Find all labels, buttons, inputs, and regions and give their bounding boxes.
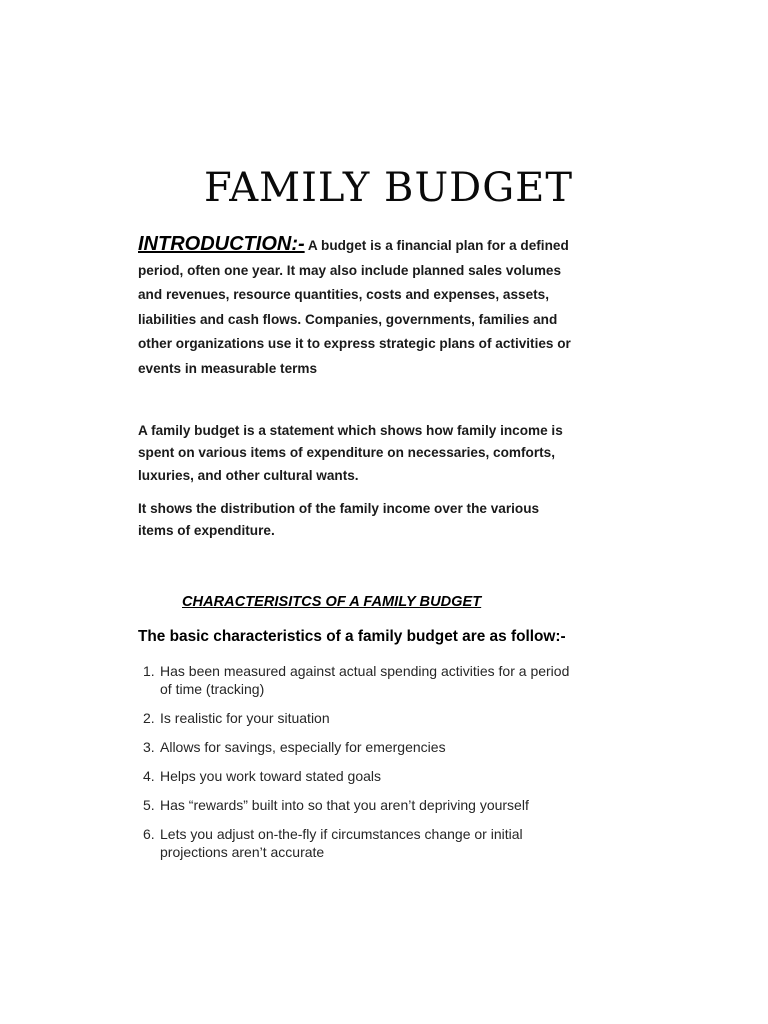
list-item [143,709,583,727]
list-item-text: Has been measured against actual spending activities for a period of time (tracking) [160,663,570,697]
introduction-paragraph [138,232,578,382]
list-item-number: 6. [143,826,155,842]
introduction-text: A budget is a financial plan for a defined period, often one year. It may also include planned sales volumes and revenues, resource quantities, costs and expenses, assets, liabilities and cash flows. Companies, governments, families and other organizations use it to express strategic plans of activities or events in measurable terms [138,238,571,376]
family-budget-definition: A family budget is a statement which shows how family income is spent on various items of expenditure on necessaries, comforts, luxuries, and other cultural wants. [138,423,563,483]
list-item-text: Is realistic for your situation [160,710,330,726]
list-item-number: 1. [143,663,155,679]
characteristics-list [143,662,583,872]
document-title: FAMILY BUDGET [204,165,574,211]
list-item-text: Allows for savings, especially for emergencies [160,739,446,755]
list-item-number: 2. [143,710,155,726]
list-item [143,796,583,814]
list-item-text: Has “rewards” built into so that you aren’t depriving yourself [160,797,529,813]
list-item [143,767,583,785]
introduction-heading: INTRODUCTION:- [138,233,305,255]
list-item-text: Helps you work toward stated goals [160,768,381,784]
list-item-number: 4. [143,768,155,784]
list-item-number: 3. [143,739,155,755]
characteristics-heading: CHARACTERISITCS OF A FAMILY BUDGET [182,594,482,610]
list-item-number: 5. [143,797,155,813]
list-item-text: Lets you adjust on-the-fly if circumstances change or initial projections aren’t accurate [160,826,523,860]
characteristics-subheading: The basic characteristics of a family budget are as follow:- [138,628,566,645]
distribution-paragraph: It shows the distribution of the family income over the various items of expenditure. [138,501,540,539]
list-item [143,825,583,861]
list-item [143,738,583,756]
list-item [143,662,583,698]
